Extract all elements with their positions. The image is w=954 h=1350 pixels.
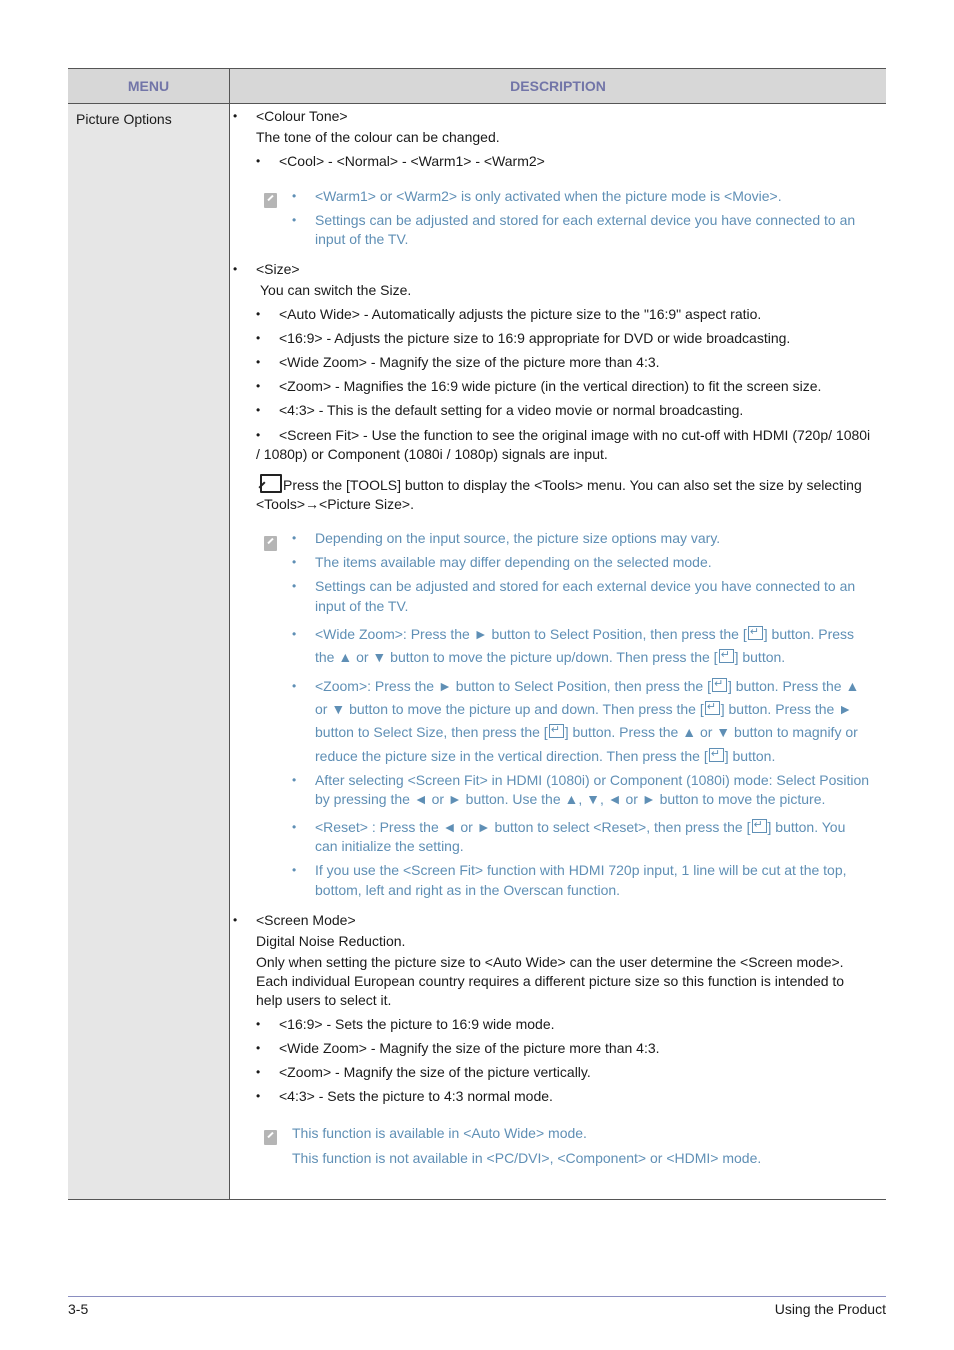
size-note-input-source: Depending on the input source, the picture size options may vary. xyxy=(315,530,721,546)
menu-column xyxy=(68,104,229,1199)
note-icon xyxy=(264,193,277,208)
enter-icon xyxy=(748,626,763,640)
tools-text-line-2: <Tools>→<Picture Size>. xyxy=(256,496,414,512)
bullet: • xyxy=(256,428,261,442)
screen-mode-desc-1: Digital Noise Reduction. xyxy=(256,933,406,949)
column-divider xyxy=(229,69,230,1199)
bullet: • xyxy=(233,109,238,123)
bullet: • xyxy=(256,1017,261,1031)
size-note-settings: Settings can be adjusted and stored for each external device you have connected to an xyxy=(315,578,856,594)
screen-mode-item-4-3: <4:3> - Sets the picture to 4:3 normal mode. xyxy=(279,1088,553,1104)
bullet: • xyxy=(292,579,297,593)
size-note-zoom-line-3: button to Select Size, then press the [↵ ] button. Press the ▲ or ▼ button to magnify or xyxy=(315,723,858,742)
footer-section-title: Using the Product xyxy=(774,1301,886,1317)
enter-icon xyxy=(709,748,724,762)
size-item-screen-fit-cont: / 1080p) or Component (1080i / 1080p) signals are input. xyxy=(256,446,608,462)
bullet: • xyxy=(233,913,238,927)
bullet: • xyxy=(256,1089,261,1103)
colour-tone-note-1: <Warm1> or <Warm2> is only activated when the picture mode is <Movie>. xyxy=(315,188,782,204)
bullet: • xyxy=(256,1041,261,1055)
enter-icon xyxy=(705,701,720,715)
bullet: • xyxy=(256,307,261,321)
bullet: • xyxy=(256,379,261,393)
bullet: • xyxy=(256,403,261,417)
size-note-reset-line-1: <Reset> : Press the ◄ or ► button to select <Reset>, then press the [↵ ] button. You xyxy=(315,818,845,837)
bullet: • xyxy=(292,531,297,545)
bullet: • xyxy=(292,679,297,693)
colour-tone-note-2-cont: input of the TV. xyxy=(315,231,409,247)
size-note-zoom-line-2: or ▼ button to move the picture up and down. Then press the [↵ ] button. Press the ► xyxy=(315,700,852,719)
screen-mode-desc-3: Each individual European country requires a different picture size so this function is intended to xyxy=(256,973,845,989)
tools-text-line-1: Press the [TOOLS] button to display the <Tools> menu. You can also set the size by selecting xyxy=(283,477,862,493)
enter-icon xyxy=(752,819,767,833)
colour-tone-note-2: Settings can be adjusted and stored for each external device you have connected to an xyxy=(315,212,856,228)
bullet: • xyxy=(292,213,297,227)
screen-mode-title: <Screen Mode> xyxy=(256,912,356,928)
size-note-wide-zoom-line-2: the ▲ or ▼ button to move the picture up/down. Then press the [↵ ] button. xyxy=(315,648,785,667)
enter-icon xyxy=(719,649,734,663)
size-item-wide-zoom: <Wide Zoom> - Magnify the size of the picture more than 4:3. xyxy=(279,354,660,370)
menu-column-header: MENU xyxy=(68,69,229,104)
bullet: • xyxy=(256,331,261,345)
bullet: • xyxy=(256,154,261,168)
screen-mode-item-zoom: <Zoom> - Magnify the size of the picture vertically. xyxy=(279,1064,591,1080)
size-note-wide-zoom-line-1: <Wide Zoom>: Press the ► button to Select Position, then press the [↵ ] button. Press xyxy=(315,625,854,644)
size-note-zoom-line-4: reduce the picture size in the vertical direction. Then press the [↵ ] button. xyxy=(315,747,775,766)
size-note-reset-line-2: can initialize the setting. xyxy=(315,838,464,854)
enter-icon xyxy=(712,678,727,692)
bullet: • xyxy=(256,1065,261,1079)
size-note-hdmi-line-2: bottom, left and right as in the Overscan function. xyxy=(315,882,621,898)
bullet: • xyxy=(233,262,238,276)
footer-divider xyxy=(68,1296,886,1297)
bullet: • xyxy=(292,555,297,569)
size-title: <Size> xyxy=(256,261,300,277)
bullet: • xyxy=(292,863,297,877)
size-item-4-3: <4:3> - This is the default setting for a video movie or normal broadcasting. xyxy=(279,402,744,418)
size-item-zoom: <Zoom> - Magnifies the 16:9 wide picture (in the vertical direction) to fit the screen size. xyxy=(279,378,822,394)
colour-tone-option: <Cool> - <Normal> - <Warm1> - <Warm2> xyxy=(279,153,545,169)
size-note-items-available: The items available may differ depending on the selected mode. xyxy=(315,554,712,570)
page-number: 3-5 xyxy=(68,1301,89,1317)
screen-mode-note-1: This function is available in <Auto Wide> mode. xyxy=(292,1125,587,1141)
size-note-zoom-line-1: <Zoom>: Press the ► button to Select Position, then press the [↵ ] button. Press the ▲ xyxy=(315,677,859,696)
size-note-screen-fit-line-1: After selecting <Screen Fit> in HDMI (1080i) or Component (1080i) mode: Select Position xyxy=(315,772,870,788)
size-desc: You can switch the Size. xyxy=(260,282,412,298)
size-item-auto-wide: <Auto Wide> - Automatically adjusts the picture size to the "16:9" aspect ratio. xyxy=(279,306,762,322)
note-icon xyxy=(264,1130,277,1145)
bullet: • xyxy=(292,627,297,641)
size-note-screen-fit-line-2: by pressing the ◄ or ► button. Use the ▲, ▼, ◄ or ► button to move the picture. xyxy=(315,791,826,807)
bullet: • xyxy=(292,189,297,203)
bullet: • xyxy=(292,820,297,834)
colour-tone-desc: The tone of the colour can be changed. xyxy=(256,129,500,145)
size-item-16-9: <16:9> - Adjusts the picture size to 16:9 appropriate for DVD or wide broadcasting. xyxy=(279,330,791,346)
screen-mode-desc-2: Only when setting the picture size to <Auto Wide> can the user determine the <Screen mode>. xyxy=(256,954,844,970)
tools-icon xyxy=(260,474,282,493)
screen-mode-desc-4: help users to select it. xyxy=(256,992,392,1008)
size-note-settings-cont: input of the TV. xyxy=(315,598,409,614)
colour-tone-title: <Colour Tone> xyxy=(256,108,348,124)
note-icon xyxy=(264,536,277,551)
size-item-screen-fit: <Screen Fit> - Use the function to see the original image with no cut-off with HDMI (720p/ 1080i xyxy=(279,427,871,443)
screen-mode-note-2: This function is not available in <PC/DVI>, <Component> or <HDMI> mode. xyxy=(292,1150,762,1166)
menu-label-picture-options: Picture Options xyxy=(76,111,172,127)
bullet: • xyxy=(256,355,261,369)
enter-icon xyxy=(549,724,564,738)
bullet: • xyxy=(292,773,297,787)
screen-mode-item-wide-zoom: <Wide Zoom> - Magnify the size of the picture more than 4:3. xyxy=(279,1040,660,1056)
screen-mode-item-16-9: <16:9> - Sets the picture to 16:9 wide mode. xyxy=(279,1016,555,1032)
size-note-hdmi-line-1: If you use the <Screen Fit> function with HDMI 720p input, 1 line will be cut at the top, xyxy=(315,862,847,878)
description-column-header: DESCRIPTION xyxy=(230,69,886,104)
